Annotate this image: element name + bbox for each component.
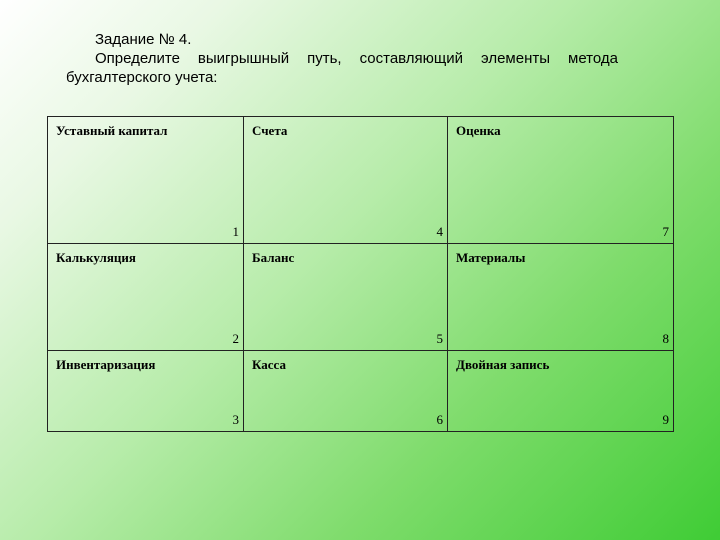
cell-label: Инвентаризация	[56, 357, 156, 372]
cell-label: Материалы	[456, 250, 526, 265]
grid-cell[interactable]	[48, 117, 244, 244]
cell-label: Двойная запись	[456, 357, 550, 372]
cell-number: 5	[436, 331, 443, 346]
grid-cell[interactable]	[48, 244, 244, 351]
cell-number: 4	[436, 224, 443, 239]
grid-cell[interactable]	[448, 351, 674, 432]
cell-number: 8	[662, 331, 669, 346]
cell-label: Калькуляция	[56, 250, 136, 265]
grid-row	[48, 351, 674, 432]
cell-number: 1	[232, 224, 239, 239]
grid-cell[interactable]	[244, 351, 448, 432]
task-block	[66, 30, 618, 87]
cell-number: 7	[662, 224, 669, 239]
cell-label: Баланс	[252, 250, 295, 265]
task-title: Задание № 4.	[95, 31, 192, 48]
grid-row	[48, 117, 674, 244]
cell-number: 3	[232, 412, 239, 427]
choice-grid	[47, 116, 674, 432]
cell-number: 6	[436, 412, 443, 427]
cell-label: Счета	[252, 123, 288, 138]
grid-cell[interactable]	[244, 244, 448, 351]
cell-label: Оценка	[456, 123, 501, 138]
task-text: Определите выигрышный путь, составляющий элементы метода бухгалтерского учета:	[66, 50, 618, 86]
cell-number: 2	[232, 331, 239, 346]
grid-row	[48, 244, 674, 351]
cell-number: 9	[662, 412, 669, 427]
grid-cell[interactable]	[244, 117, 448, 244]
grid-cell[interactable]	[48, 351, 244, 432]
cell-label: Уставный капитал	[56, 123, 168, 138]
cell-label: Касса	[252, 357, 286, 372]
grid-cell[interactable]	[448, 117, 674, 244]
grid-cell[interactable]	[448, 244, 674, 351]
